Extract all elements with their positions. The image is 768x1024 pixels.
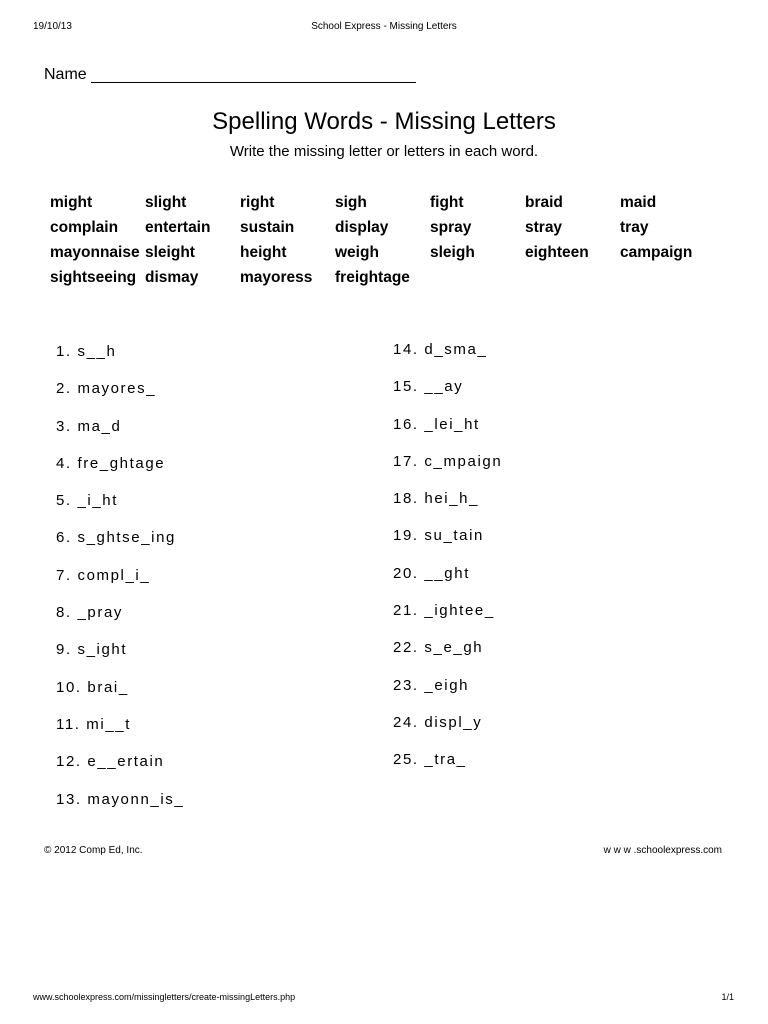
spelling-word: entertain	[145, 219, 211, 236]
spelling-word: sustain	[240, 219, 295, 236]
question-item: 7. compl_i_	[56, 566, 151, 584]
questions-left-column	[56, 343, 184, 828]
name-label: Name	[44, 66, 87, 83]
question-item: 18. hei_h_	[393, 490, 480, 508]
worksheet-instructions: Write the missing letter or letters in each word.	[229, 143, 539, 160]
question-item: 14. d_sma_	[393, 341, 488, 358]
spelling-word: freightage	[335, 269, 410, 286]
question-item: 4. fre_ghtage	[56, 454, 166, 472]
spelling-word: fight	[430, 194, 464, 211]
question-item: 11. mi__t	[56, 715, 131, 733]
question-item: 12. e__ertain	[56, 753, 165, 771]
question-item: 19. su_tain	[393, 527, 484, 545]
spelling-word: weigh	[335, 244, 379, 261]
site-link[interactable]: w w w .schoolexpress.com	[603, 845, 722, 856]
question-item: 16. _lei_ht	[393, 415, 480, 433]
print-page-title: School Express - Missing Letters	[311, 21, 457, 32]
print-date: 19/10/13	[33, 21, 72, 32]
copyright-text: © 2012 Comp Ed, Inc.	[44, 845, 143, 856]
spelling-word: stray	[525, 219, 563, 236]
question-item: 17. c_mpaign	[393, 452, 503, 470]
spelling-word: maid	[620, 194, 657, 211]
question-item: 15. __ay	[393, 378, 464, 396]
question-item: 22. s_e_gh	[393, 639, 484, 657]
question-item: 24. displ_y	[393, 713, 483, 731]
question-item: 5. _i_ht	[56, 492, 119, 510]
question-item: 20. __ght	[393, 564, 470, 582]
questions-right-column	[393, 341, 502, 789]
question-item: 2. mayores_	[56, 380, 157, 398]
question-item: 25. _tra_	[393, 751, 467, 769]
spelling-word: height	[240, 244, 287, 261]
question-item: 3. ma_d	[56, 417, 122, 435]
spelling-word: mayoress	[240, 269, 313, 286]
spelling-word: complain	[50, 219, 119, 236]
spelling-word: campaign	[620, 244, 693, 261]
question-item: 13. mayonn_is_	[56, 790, 185, 808]
name-line	[91, 82, 416, 83]
spelling-word: sightseeing	[50, 269, 137, 286]
question-item: 23. _eigh	[393, 676, 470, 694]
print-url: www.schoolexpress.com/missingletters/create-missingLetters.php	[33, 992, 296, 1002]
spelling-word: right	[240, 194, 275, 211]
spelling-word-list	[50, 194, 750, 294]
spelling-word: mayonnaise	[50, 244, 140, 261]
spelling-word: might	[50, 194, 93, 211]
question-item: 21. _ightee_	[393, 602, 495, 620]
spelling-word: sigh	[335, 194, 367, 211]
page-number: 1/1	[721, 992, 734, 1002]
spelling-word: dismay	[145, 269, 199, 286]
question-item: 10. brai_	[56, 678, 129, 696]
spelling-word: spray	[430, 219, 472, 236]
question-item: 1. s__h	[56, 343, 117, 360]
question-item: 6. s_ghtse_ing	[56, 529, 176, 547]
spelling-word: slight	[145, 194, 187, 211]
question-item: 8. _pray	[56, 604, 123, 622]
question-item: 9. s_ight	[56, 641, 128, 659]
spelling-word: braid	[525, 194, 563, 211]
spelling-word: sleigh	[430, 244, 475, 261]
spelling-word: sleight	[145, 244, 195, 261]
worksheet-title: Spelling Words - Missing Letters	[212, 108, 556, 135]
spelling-word: tray	[620, 219, 649, 236]
spelling-word: display	[335, 219, 389, 236]
spelling-word: eighteen	[525, 244, 589, 261]
